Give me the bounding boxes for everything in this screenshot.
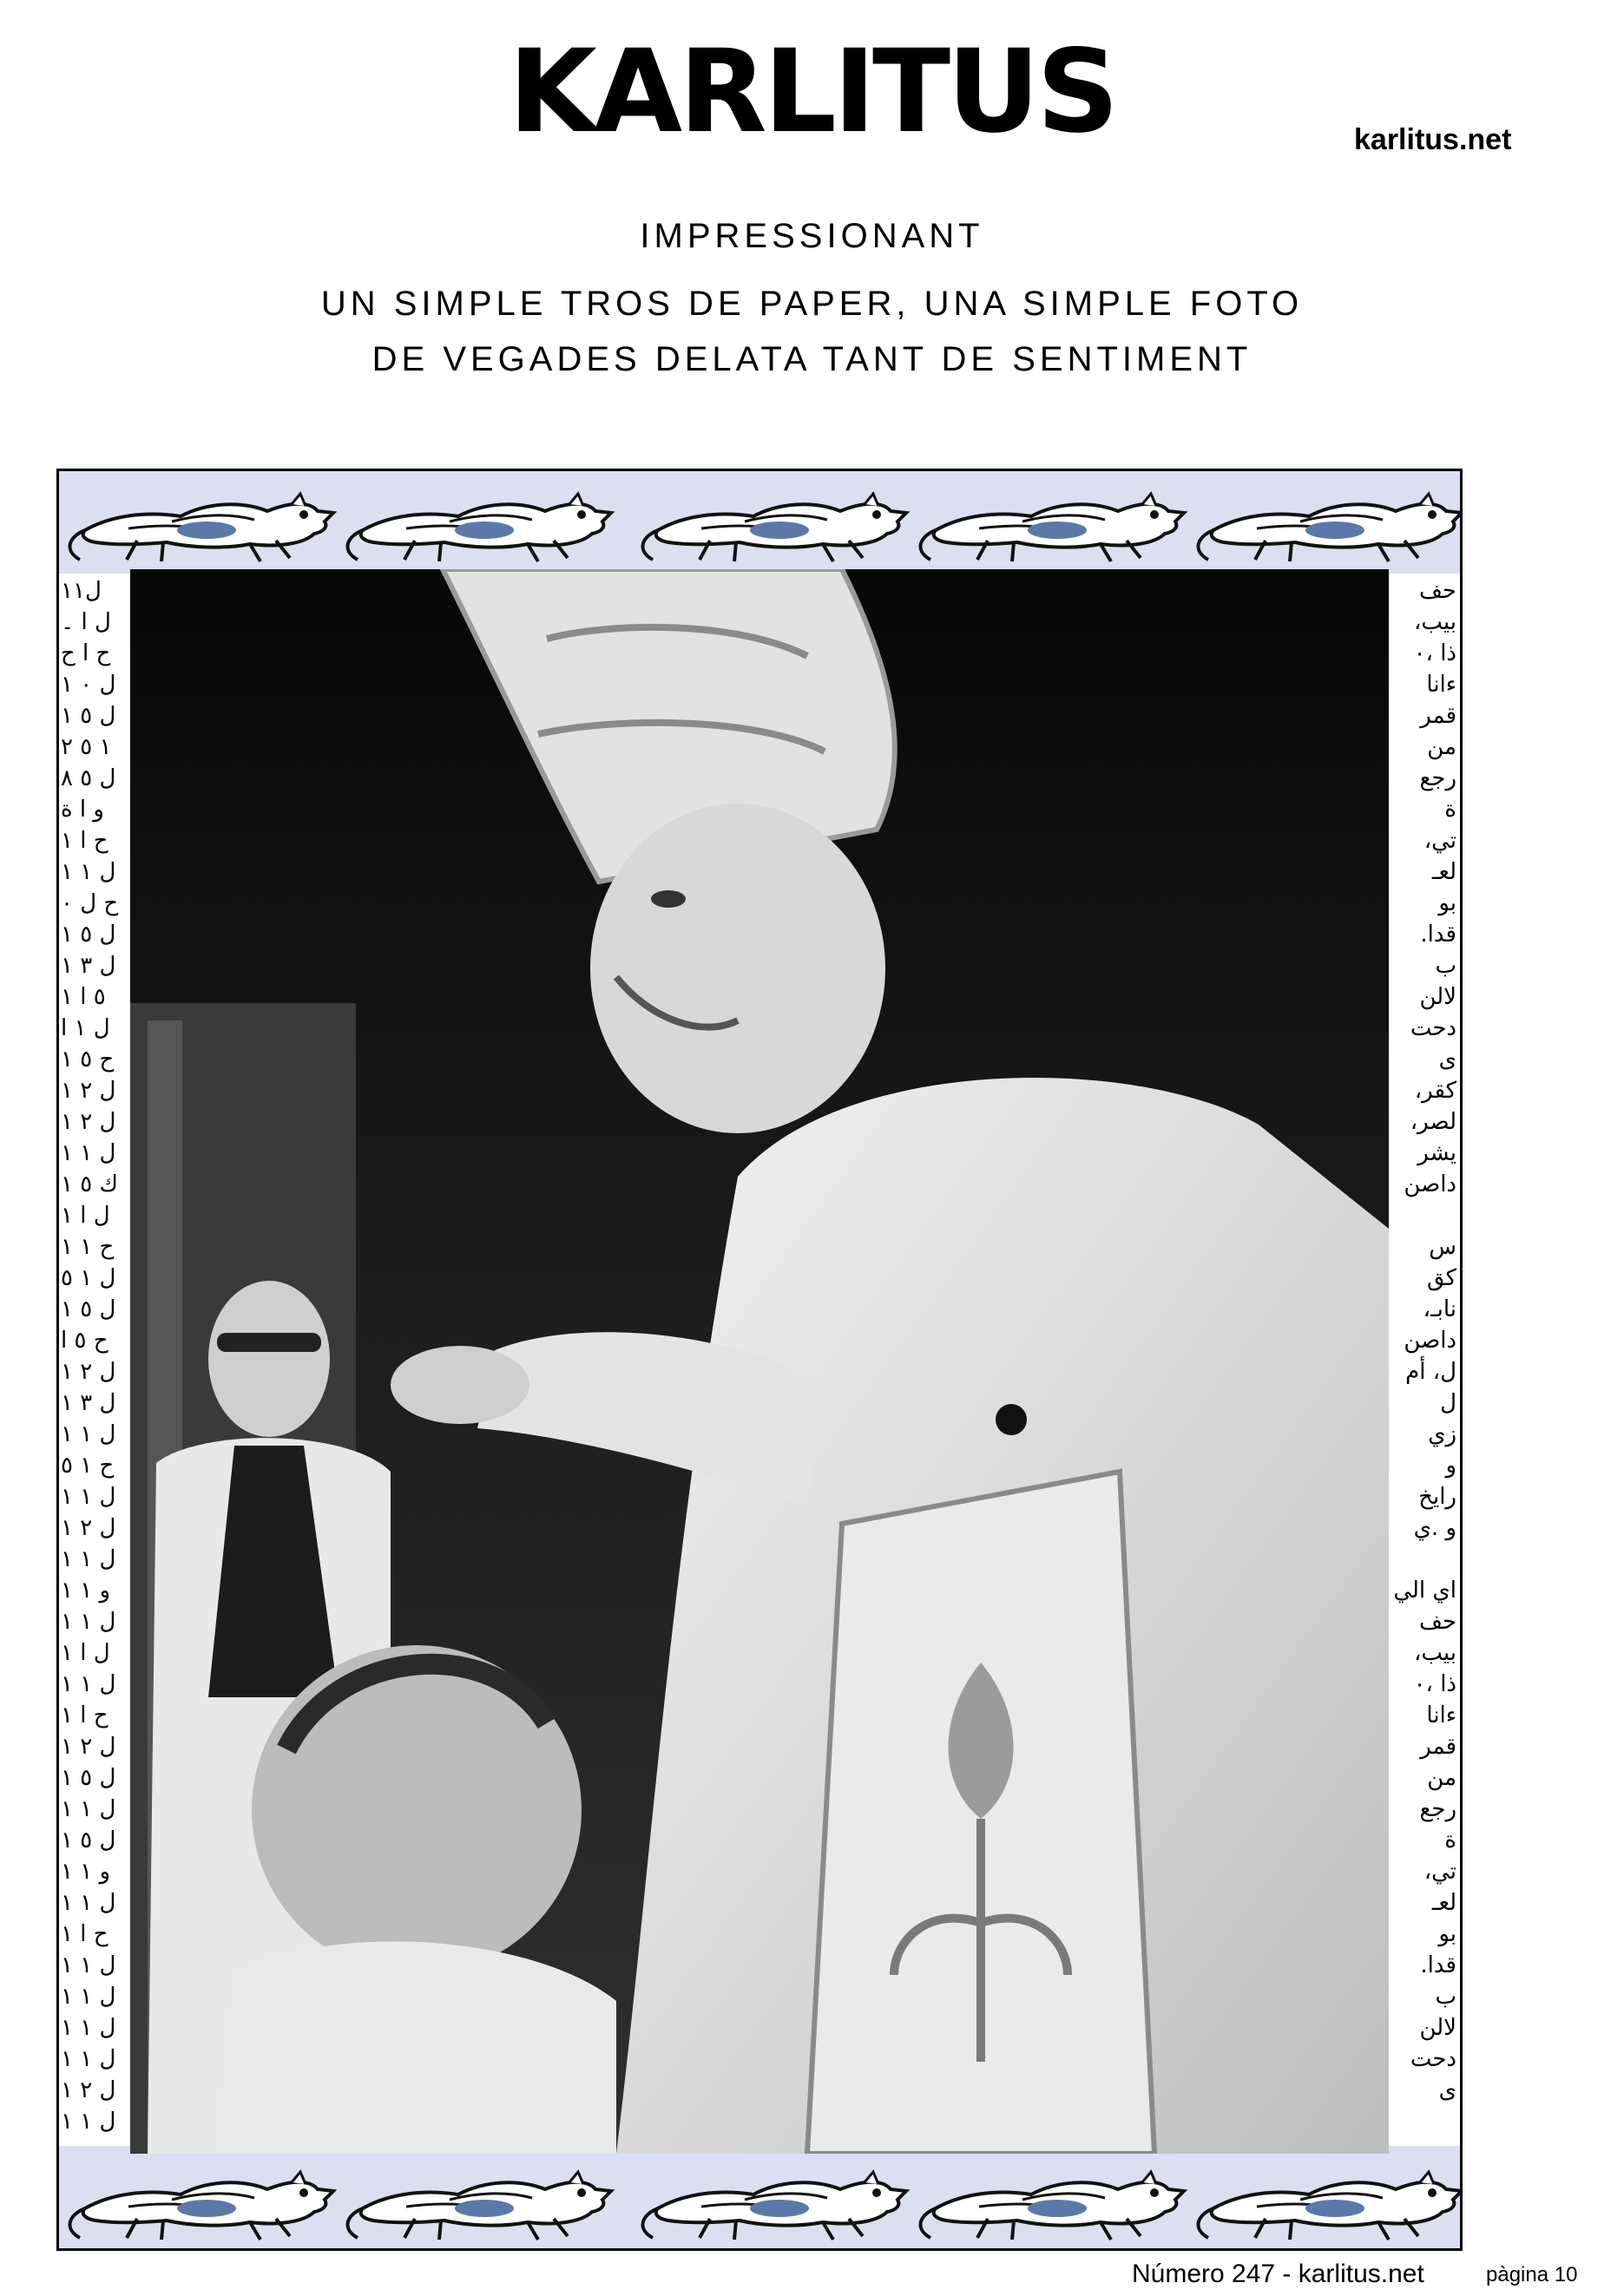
rat-pattern-top [59, 471, 1463, 574]
arabic-text-right [1387, 575, 1456, 2144]
arabic-line: ل ٥ ١ [61, 922, 116, 948]
arabic-line: ل ١ ٥ [61, 1265, 116, 1291]
arabic-line: دحت [1410, 2046, 1456, 2072]
arabic-line: ل ٣ ١ [61, 1390, 116, 1416]
arabic-line: زي [1428, 1421, 1456, 1447]
arabic-line: ءانا [1426, 672, 1456, 698]
arabic-line: لصر، [1410, 1109, 1456, 1135]
arabic-line: ل ١ ١ [61, 1609, 116, 1635]
arabic-line: ٥ ا ١ [61, 984, 106, 1010]
arabic-line: ل ٥ ١ [61, 1296, 116, 1322]
arabic-line: لعـ [1431, 1890, 1456, 1916]
arabic-line: داصن [1404, 1328, 1456, 1354]
arabic-line: ل ١ ١ [61, 1546, 116, 1572]
arabic-line: دحت [1410, 1015, 1456, 1041]
rat-icon [643, 2172, 906, 2240]
arabic-line: ل ٢ ١ [61, 1109, 116, 1135]
rat-icon [643, 494, 906, 561]
arabic-line: لالن [1419, 2015, 1456, 2041]
rat-icon [348, 494, 611, 561]
arabic-line: بيب، [1413, 1640, 1456, 1666]
arabic-line: يشر [1417, 1140, 1456, 1166]
arabic-line: ل ا ١ [61, 1640, 110, 1666]
arabic-line: كق [1426, 1265, 1456, 1291]
photo-bishop-blessing [130, 569, 1389, 2154]
rat-icon [348, 2172, 611, 2240]
arabic-line: ح ا ١ [61, 828, 108, 854]
arabic-line: ل١١ [61, 578, 102, 604]
arabic-line: ل ١ ١ [61, 1421, 116, 1447]
arabic-line: ذا ،٠ [1413, 640, 1456, 666]
arabic-line: بو [1438, 1921, 1456, 1947]
arabic-line: ل ٥ ٨ [61, 765, 116, 791]
arabic-line: لالن [1419, 984, 1456, 1010]
arabic-line: ل ٣ ١ [61, 953, 116, 979]
arabic-line: ل ١ ١ [61, 1671, 116, 1697]
site-url[interactable]: karlitus.net [1354, 123, 1512, 156]
arabic-line: ل [1440, 1390, 1456, 1416]
arabic-line: لعـ [1431, 859, 1456, 885]
arabic-line: ل ٢ ١ [61, 2077, 116, 2103]
arabic-line: حف [1419, 578, 1456, 604]
rat-icon [921, 494, 1184, 561]
arabic-line: بيب، [1413, 609, 1456, 635]
arabic-line: و ا ة [61, 797, 104, 823]
arabic-line: قمر [1420, 1734, 1456, 1760]
arabic-line: ل ١ ١ [61, 2046, 116, 2072]
arabic-line: ب [1435, 1984, 1456, 2010]
rat-border-top [59, 471, 1460, 574]
rat-icon [1199, 2172, 1462, 2240]
arabic-text-left [61, 575, 135, 2144]
arabic-line: ة [1444, 797, 1456, 823]
arabic-line: تي، [1423, 828, 1456, 854]
arabic-line: داصن [1404, 1171, 1456, 1197]
photo-illustration [130, 569, 1389, 2154]
arabic-line: ل ١ ١ [61, 1140, 116, 1166]
arabic-line: ل ١ ١ [61, 2015, 116, 2041]
arabic-line: ل ٢ ١ [61, 1515, 116, 1541]
arabic-line: ى [1438, 1046, 1456, 1073]
arabic-line: ل ٥ ١ [61, 1765, 116, 1791]
arabic-line: قدا. [1420, 922, 1456, 948]
arabic-line: حف [1419, 1609, 1456, 1635]
arabic-line: ل ٥ ١ [61, 703, 116, 729]
arabic-line: ل ١ ا [61, 1015, 110, 1041]
arabic-line: ل ١ ١ [61, 1984, 116, 2010]
arabic-line: ل ا ۔ [61, 609, 111, 635]
rat-icon [70, 494, 333, 561]
arabic-line: و [1445, 1453, 1456, 1479]
arabic-line: ءانا [1426, 1702, 1456, 1729]
arabic-line: ى [1438, 2077, 1456, 2103]
arabic-line: ح ١ ١ [61, 1234, 115, 1260]
arabic-line: ذا ،٠ [1413, 1671, 1456, 1697]
rat-icon [1199, 494, 1462, 561]
arabic-line: ح ا ١ [61, 1921, 108, 1947]
arabic-line: ل ١ ١ [61, 1890, 116, 1916]
arabic-line: ل ٠ ١ [61, 672, 116, 698]
arabic-line: كقر، [1414, 1078, 1456, 1104]
arabic-line: رجع [1419, 765, 1456, 791]
arabic-line: و ١ ١ [61, 1578, 111, 1604]
arabic-line: ل ١ ١ [61, 1952, 116, 1978]
arabic-line: ح ا ١ [61, 1702, 108, 1729]
rat-icon [70, 2172, 333, 2240]
arabic-line: ل ا ١ [61, 1203, 110, 1229]
arabic-line: و .ي [1413, 1515, 1456, 1541]
headline-line-1: IMPRESSIONANT [640, 217, 984, 255]
arabic-line: ل ٢ ١ [61, 1734, 116, 1760]
arabic-line: بو [1438, 890, 1456, 916]
arabic-line: تي، [1423, 1859, 1456, 1885]
arabic-line: ك ٥ ١ [61, 1171, 118, 1197]
arabic-line: ل ١ ١ [61, 2109, 116, 2135]
arabic-line: ل ١ ١ [61, 1484, 116, 1510]
arabic-line: قدا. [1420, 1952, 1456, 1978]
footer-page-number: pàgina 10 [1486, 2263, 1578, 2286]
arabic-line: ل ٢ ١ [61, 1359, 116, 1385]
arabic-line: ب [1435, 953, 1456, 979]
arabic-line: قمر [1420, 703, 1456, 729]
arabic-line: من [1427, 1765, 1456, 1791]
arabic-line: ح ٥ ١ [61, 1046, 115, 1073]
arabic-line: ل ٥ ١ [61, 1827, 116, 1853]
arabic-line: ح ١ ٥ [61, 1453, 115, 1479]
arabic-line: ل ٢ ١ [61, 1078, 116, 1104]
rat-icon [921, 2172, 1184, 2240]
arabic-line: ح ل ٠ [61, 890, 119, 916]
arabic-line: ل ١ ١ [61, 1796, 116, 1822]
headline-line-2: UN SIMPLE TROS DE PAPER, UNA SIMPLE FOTO [320, 285, 1304, 323]
masthead-title: KARLITUS [508, 25, 1116, 159]
rat-pattern-bottom [59, 2146, 1463, 2248]
arabic-line: س [1429, 1234, 1456, 1260]
arabic-line: ل، أم [1405, 1359, 1456, 1385]
arabic-line [1387, 1200, 1456, 1231]
arabic-line: رجع [1419, 1796, 1456, 1822]
arabic-line: نابـ، [1423, 1296, 1456, 1322]
arabic-line: رايخ [1418, 1484, 1456, 1510]
arabic-line: من [1427, 734, 1456, 760]
footer-issue: Número 247 - karlitus.net [1132, 2260, 1424, 2288]
headline-line-3: DE VEGADES DELATA TANT DE SENTIMENT [371, 340, 1253, 378]
arabic-line [1387, 1544, 1456, 1575]
rat-border-bottom [59, 2146, 1460, 2248]
arabic-line: و ١ ١ [61, 1859, 111, 1885]
arabic-line: ح ا ح [61, 640, 111, 666]
arabic-line: ح ٥ ا [61, 1328, 108, 1354]
arabic-line: ل ١ ١ [61, 859, 116, 885]
arabic-line: اي الي [1393, 1578, 1456, 1604]
arabic-line: ة [1444, 1827, 1456, 1853]
arabic-line: ١ ٥ ٢ [61, 734, 112, 760]
